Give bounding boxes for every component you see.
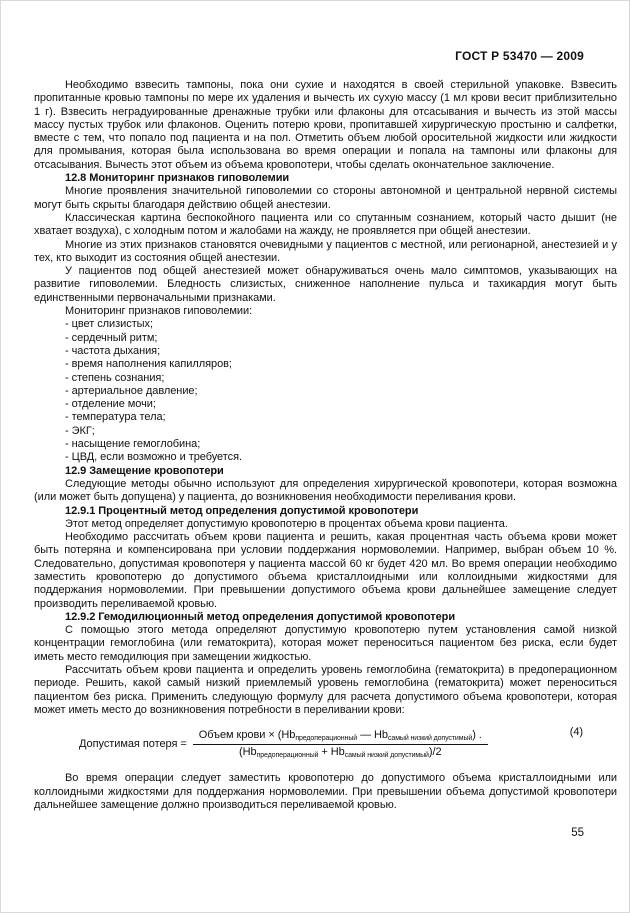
paragraph-percent-definition: Этот метод определяет допустимую кровопотерю в процентах объема крови пациента. bbox=[65, 517, 508, 530]
running-header: ГОСТ Р 53470 — 2009 bbox=[455, 49, 584, 63]
formula-lhs: Допустимая потеря = bbox=[79, 737, 187, 750]
list-item: - насыщение гемоглобина; bbox=[65, 438, 201, 451]
allowable-loss-formula bbox=[34, 722, 617, 766]
paragraph-under-general-anesthesia: У пациентов под общей анестезией может обнаруживаться очень мало симптомов, указывающих на развитие гиповолемии. Бледность слизистых, сниженное наполнение пульса и тахикардия могут быть единственными первоначальными признаками. bbox=[34, 265, 617, 304]
paragraph-monitoring-intro: Мониторинг признаков гиповолемии: bbox=[65, 305, 253, 318]
page-number: 55 bbox=[571, 827, 584, 839]
section-heading-12-9-2: 12.9.2 Гемодилюционный метод определения допустимой кровопотери bbox=[65, 610, 456, 623]
list-item: - частота дыхания; bbox=[65, 344, 161, 357]
list-item: - сердечный ритм; bbox=[65, 331, 158, 344]
monitoring-signs-list bbox=[34, 318, 617, 464]
section-heading-12-9: 12.9 Замещение кровопотери bbox=[65, 464, 224, 477]
hb-preop-subscript: предоперационный bbox=[256, 752, 319, 760]
paragraph-many-manifestations: Многие проявления значительной гиповолемии со стороны автономной и центральной нервной системы могут быть скрыты благодаря действию общей анестезии. bbox=[34, 185, 617, 211]
list-item: - цвет слизистых; bbox=[65, 318, 153, 331]
hb-lowest-subscript: самый низкий допустимый bbox=[388, 734, 473, 742]
formula-expression bbox=[79, 722, 488, 766]
paragraph-percent-calculation: Необходимо рассчитать объем крови пациента и решить, какая процентная часть объема крови может быть потеряна и компенсирована при условии поддержания нормоволемии. Например, выбран объем 10 %. Следовательно, допустимая кровопотеря у пациента массой 60 кг будет 420 мл. Во время операции необходимо заместить кровопотерю до допустимого объема кристаллоидными или коллоидными жидкостями для поддержания нормоволемии. При превышении допустимого объема крови дальнейшее замещение следует производить переливаемой кровью. bbox=[34, 531, 617, 610]
section-heading-12-9-1: 12.9.1 Процентный метод определения допустимой кровопотери bbox=[65, 504, 419, 517]
paragraph-during-operation: Во время операции следует заместить кровопотерю до допустимого объема кристаллоидными или коллоидными жидкостями для поддержания нормоволемии. При превышении объема допустимой кровопотери дальнейшее замещение должно производиться переливаемой кровью. bbox=[34, 772, 617, 811]
list-item: - время наполнения капилляров; bbox=[65, 358, 232, 371]
paragraph-signs-evident: Многие из этих признаков становятся очевидными у пациентов с местной, или регионарной, анестезией и у тех, кто выходит из состояния общей анестезии. bbox=[34, 238, 617, 264]
list-item: - температура тела; bbox=[65, 411, 166, 424]
hb-lowest-subscript: самый низкий допустимый bbox=[344, 752, 429, 760]
formula-denominator: $(Hb_{предоперационный} + Hb_{самый низкий допустимый})/2$ bbox=[239, 746, 442, 760]
paragraph-weigh-tampons: Необходимо взвесить тампоны, пока они сухие и находятся в своей стерильной упаковке. Взвесить пропитанные кровью тампоны по мере их удаления и вычесть их сухую массу (1 мл крови весит приблизительно 1 г). Взвесить неградуированные дренажные трубки или флаконы для отсасывания и вычесть из этой массы массу пустых трубок или флаконов. Оценить потерю крови, пропитавшей хирургическую простыню и салфетки, вместе с тем, что попало под пациента и на пол. Отметить объем любой оросительной жидкости или жидкости для промывания, которая была использована во время операции и попала на тампоны или флаконы для отсасывания. Вычесть этот объем из объема кровопотери, чтобы сделать окончательное заключение. bbox=[34, 79, 617, 171]
list-item: - артериальное давление; bbox=[65, 384, 198, 397]
paragraph-hemodilution-definition: С помощью этого метода определяют допустимую кровопотерю путем установления самой низкой концентрации гемоглобина (или гематокрита), которая может переноситься пациентом без риска, если будет иметь место гемодилюция при замещении жидкостью. bbox=[34, 624, 617, 663]
paragraph-classic-picture: Классическая картина беспокойного пациента или со спутанным сознанием, который часто дышит (не хватает воздуха), с холодным потом и жалобами на жажду, не проявляется при общей анестезии. bbox=[34, 211, 617, 238]
paragraph-hemodilution-calculation: Рассчитать объем крови пациента и определить уровень гемоглобина (гематокрита) в предоперационном периоде. Решить, какой самый низкий приемлемый уровень гемоглобина (гематокрита) может переноситься пациентом без риска. Применить следующую формулу для расчета допустимого объема кровопотери, которая может иметь место до возникновения потребности в переливании крови: bbox=[34, 664, 617, 716]
list-item: - отделение мочи; bbox=[65, 398, 156, 411]
formula-fraction bbox=[193, 729, 488, 760]
section-heading-12-8: 12.8 Мониторинг признаков гиповолемии bbox=[65, 172, 290, 185]
equation-number: (4) bbox=[569, 726, 583, 739]
list-item: - ЭКГ; bbox=[65, 424, 95, 437]
document-body bbox=[34, 79, 617, 812]
list-item: - степень сознания; bbox=[65, 371, 165, 384]
formula-numerator: Объем крови × ($Hb_{предоперационный}$ — $Hb_{самый низкий допустимый}$) . bbox=[193, 729, 488, 745]
list-item: - ЦВД, если возможно и требуется. bbox=[65, 451, 242, 464]
hb-preop-subscript: предоперационный bbox=[295, 734, 358, 742]
paragraph-following-methods: Следующие методы обычно используют для определения хирургической кровопотери, которая возможна (или может быть допущена) у пациента, до возникновения необходимости переливания крови. bbox=[34, 477, 617, 504]
